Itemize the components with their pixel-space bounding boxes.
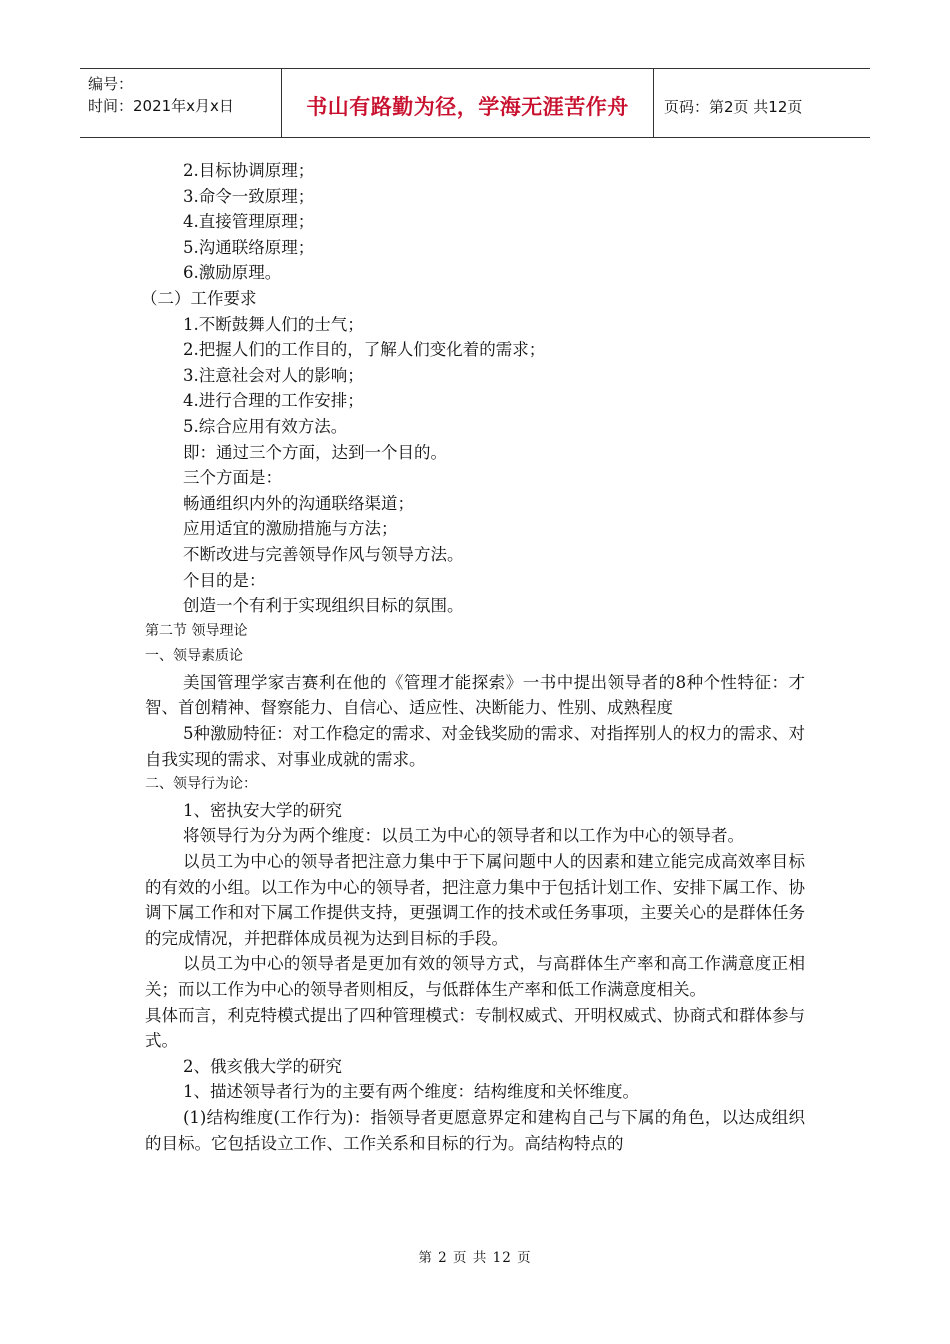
paragraph-line: 三个方面是： (183, 468, 282, 488)
paragraph: 具体而言，利克特模式提出了四种管理模式：专制权威式、开明权威式、协商式和群体参与式。 (145, 1005, 805, 1051)
section-heading: 第二节 领导理论 (145, 622, 248, 639)
list-item: 2.把握人们的工作目的，了解人们变化着的需求； (183, 340, 546, 360)
list-item: 4.直接管理原理； (183, 212, 315, 232)
page-header (80, 68, 870, 138)
document-number-label: 编号： (88, 75, 134, 93)
list-item: 2.目标协调原理； (183, 161, 315, 180)
list-item: 3.注意社会对人的影响； (183, 365, 364, 385)
header-meta (80, 69, 282, 137)
list-item: 4.进行合理的工作安排； (183, 391, 364, 411)
paragraph-line: 畅通组织内外的沟通联络渠道； (183, 493, 414, 513)
section-heading: 一、领导素质论 (145, 648, 243, 665)
paragraph-line: 不断改进与完善领导作风与领导方法。 (183, 544, 464, 564)
paragraph-line: 个目的是： (183, 570, 266, 590)
paragraph: 以员工为中心的领导者是更加有效的领导方式，与高群体生产率和高工作满意度正相关；而以工作为中心的领导者则相反，与低群体生产率和低工作满意度相关。 (145, 954, 805, 999)
list-item: 5.综合应用有效方法。 (183, 416, 348, 436)
paragraph: (1)结构维度(工作行为)：指领导者更愿意界定和建构自己与下属的角色，以达成组织的目标。它包括设立工作、工作关系和目标的行为。高结构特点的 (145, 1107, 805, 1153)
paragraph: 5种激励特征：对工作稳定的需求、对金钱奖励的需求、对指挥别人的权力的需求、对自我实现的需求、对事业成就的需求。 (145, 724, 805, 769)
paragraph: 将领导行为分为两个维度：以员工为中心的领导者和以工作为中心的领导者。 (183, 826, 744, 846)
page-footer: 第 2 页 共 12 页 (418, 1250, 532, 1266)
paragraph: 美国管理学家吉赛利在他的《管理才能探索》一书中提出领导者的8种个性特征：才智、首创精神、督察能力、自信心、适应性、决断能力、性别、成熟程度 (145, 672, 805, 718)
header-page-number: 页码：第2页 共12页 (664, 97, 803, 116)
list-item: 5.沟通联络原理； (183, 237, 315, 257)
list-item: 3.命令一致原理； (183, 186, 315, 206)
paragraph-line: 应用适宜的激励措施与方法； (183, 519, 398, 539)
list-item: 6.激励原理。 (183, 263, 282, 283)
list-item: 1.不断鼓舞人们的士气； (183, 314, 364, 334)
subsection-heading: （二）工作要求 (141, 288, 257, 308)
header-motto: 书山有路勤为径，学海无涯苦作舟 (282, 69, 654, 137)
paragraph-line: 创造一个有利于实现组织目标的氛围。 (183, 596, 464, 616)
paragraph: 以员工为中心的领导者把注意力集中于下属问题中人的因素和建立能完成高效率目标的有效的小组。以工作为中心的领导者，把注意力集中于包括计划工作、安排下属工作、协调下属工作和对下属工作提供支持，更强调工作的技术或任务事项，主要关心的是群体任务的完成情况，并把群体成员视为达到目标的手段。 (145, 852, 805, 948)
document-date-label: 时间：2021年x月x日 (88, 97, 234, 115)
document-body (141, 158, 805, 1156)
section-heading: 二、领导行为论： (145, 776, 257, 793)
paragraph-line: 1、描述领导者行为的主要有两个维度：结构维度和关怀维度。 (183, 1082, 639, 1102)
subsection-heading: 1、密执安大学的研究 (183, 800, 342, 820)
paragraph-line: 即：通过三个方面，达到一个目的。 (183, 442, 447, 462)
subsection-heading: 2、俄亥俄大学的研究 (183, 1056, 342, 1076)
